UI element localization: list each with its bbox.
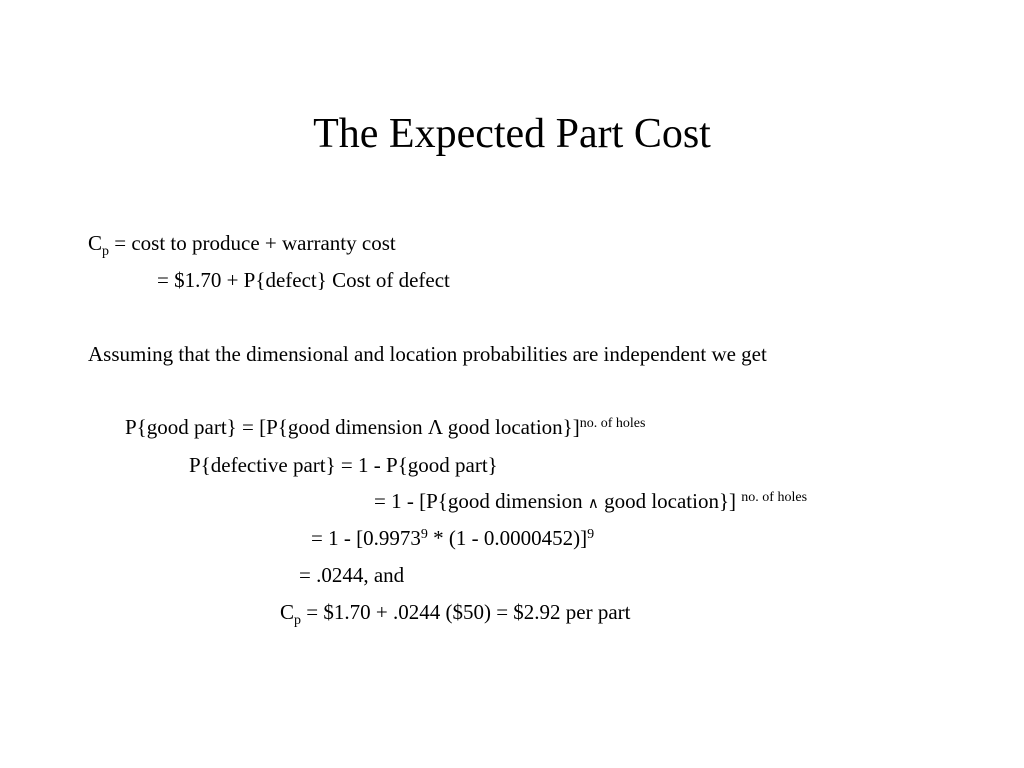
numeric-substitution-line xyxy=(311,524,594,552)
slide-title: The Expected Part Cost xyxy=(313,111,711,157)
final-cost-line xyxy=(280,598,631,626)
exponent-2: 9 xyxy=(587,527,595,542)
final-cost-symbol: C xyxy=(280,600,295,624)
defect-probability-result-line: = .0244, and xyxy=(299,563,405,587)
final-cost-subscript: p xyxy=(294,613,302,628)
cost-subscript: p xyxy=(102,244,110,259)
defective-expansion-suffix: good location}] xyxy=(598,489,742,513)
numeric-part-b: * (1 - 0.0000452)] xyxy=(427,526,588,550)
cost-symbol: C xyxy=(88,231,103,255)
good-part-suffix: good location}] xyxy=(442,415,580,439)
cost-formula-line: = $1.70 + P{defect} Cost of defect xyxy=(157,268,450,292)
holes-exponent: no. of holes xyxy=(741,490,808,505)
and-symbol: Λ xyxy=(427,415,443,439)
good-part-prefix: P{good part} = [P{good dimension xyxy=(125,415,428,439)
exponent-1: 9 xyxy=(420,527,428,542)
defective-expansion-line xyxy=(374,487,807,518)
defective-expansion-prefix: = 1 - [P{good dimension xyxy=(374,489,588,513)
final-cost-text: = $1.70 + .0244 ($50) = $2.92 per part xyxy=(301,600,631,624)
cost-definition-text: = cost to produce + warranty cost xyxy=(109,231,396,255)
holes-exponent: no. of holes xyxy=(579,416,646,431)
defective-part-probability-line: P{defective part} = 1 - P{good part} xyxy=(189,453,498,477)
and-symbol: ∧ xyxy=(587,496,599,512)
numeric-part-a: = 1 - [0.9973 xyxy=(311,526,421,550)
good-part-probability-line xyxy=(125,413,645,441)
cost-definition-line xyxy=(88,229,396,257)
independence-assumption-line: Assuming that the dimensional and location probabilities are independent we get xyxy=(88,342,767,366)
